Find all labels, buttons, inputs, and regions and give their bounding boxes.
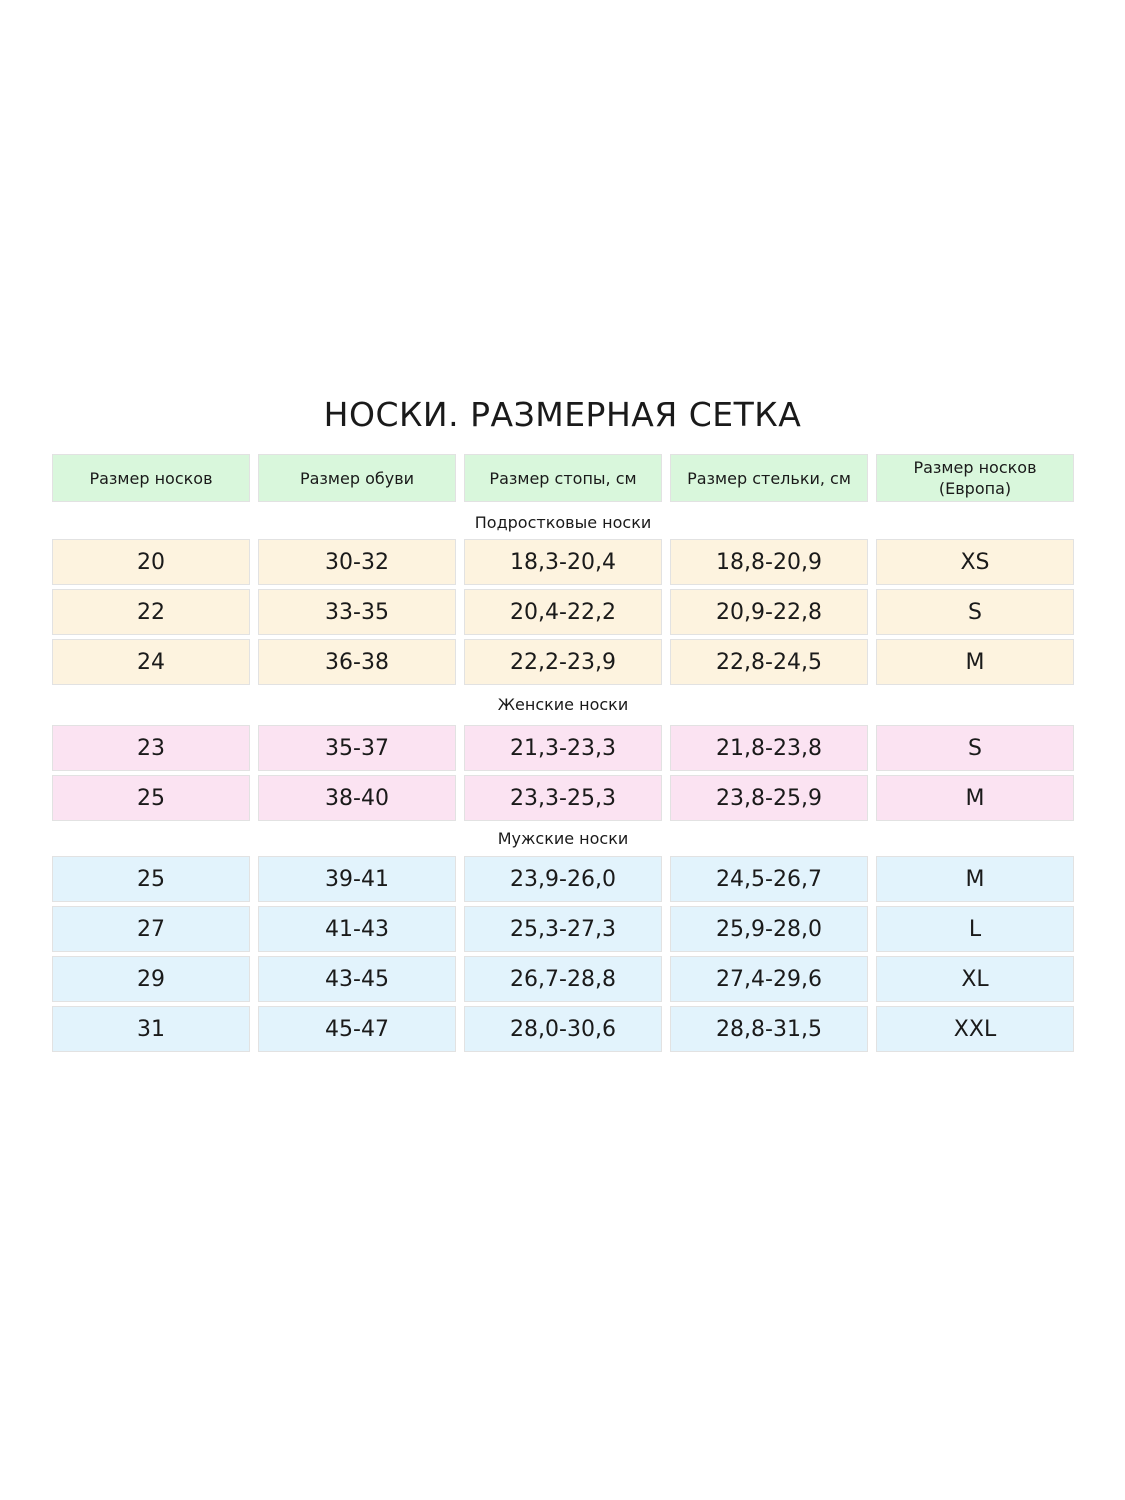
table-cell: 25,3-27,3 [464, 906, 662, 952]
table-cell: S [876, 725, 1074, 771]
section-label-teen: Подростковые носки [474, 513, 652, 532]
table-cell: S [876, 589, 1074, 635]
table-cell: 25,9-28,0 [670, 906, 868, 952]
table-cell: 22 [52, 589, 250, 635]
table-row [52, 539, 1074, 585]
table-row [52, 775, 1074, 821]
table-cell: 43-45 [258, 956, 456, 1002]
table-cell: 23,3-25,3 [464, 775, 662, 821]
table-cell: 18,3-20,4 [464, 539, 662, 585]
table-cell: 45-47 [258, 1006, 456, 1052]
table-cell: 38-40 [258, 775, 456, 821]
table-cell: XL [876, 956, 1074, 1002]
table-cell: 23,8-25,9 [670, 775, 868, 821]
section-label-women: Женские носки [497, 695, 629, 714]
table-cell: XS [876, 539, 1074, 585]
table-cell: 20,9-22,8 [670, 589, 868, 635]
table-cell: 28,8-31,5 [670, 1006, 868, 1052]
table-cell: 31 [52, 1006, 250, 1052]
table-cell: 36-38 [258, 639, 456, 685]
table-cell: 27 [52, 906, 250, 952]
table-cell: 27,4-29,6 [670, 956, 868, 1002]
table-cell: 21,8-23,8 [670, 725, 868, 771]
header-cell-insole-size: Размер стельки, см [670, 454, 868, 502]
table-row [52, 856, 1074, 902]
table-cell: 30-32 [258, 539, 456, 585]
section-label-men: Мужские носки [497, 829, 629, 848]
table-cell: 24,5-26,7 [670, 856, 868, 902]
header-cell-eu-size: Размер носков (Европа) [876, 454, 1074, 502]
table-header-row [52, 454, 1074, 502]
header-cell-sock-size: Размер носков [52, 454, 250, 502]
table-row [52, 956, 1074, 1002]
table-cell: 26,7-28,8 [464, 956, 662, 1002]
table-cell: 22,2-23,9 [464, 639, 662, 685]
table-cell: L [876, 906, 1074, 952]
table-cell: 41-43 [258, 906, 456, 952]
table-cell: 22,8-24,5 [670, 639, 868, 685]
table-row [52, 589, 1074, 635]
table-row [52, 1006, 1074, 1052]
table-cell: 33-35 [258, 589, 456, 635]
header-cell-foot-size: Размер стопы, см [464, 454, 662, 502]
table-cell: 28,0-30,6 [464, 1006, 662, 1052]
table-cell: 39-41 [258, 856, 456, 902]
table-cell: 35-37 [258, 725, 456, 771]
table-row [52, 906, 1074, 952]
table-cell: 23 [52, 725, 250, 771]
size-table [52, 454, 1074, 1052]
header-cell-shoe-size: Размер обуви [258, 454, 456, 502]
table-cell: M [876, 775, 1074, 821]
page-title: НОСКИ. РАЗМЕРНАЯ СЕТКА [323, 395, 802, 434]
table-cell: 23,9-26,0 [464, 856, 662, 902]
table-cell: 24 [52, 639, 250, 685]
table-cell: 29 [52, 956, 250, 1002]
table-row [52, 725, 1074, 771]
table-row [52, 639, 1074, 685]
table-cell: M [876, 639, 1074, 685]
table-cell: 21,3-23,3 [464, 725, 662, 771]
table-cell: 25 [52, 775, 250, 821]
table-cell: 20 [52, 539, 250, 585]
table-cell: 25 [52, 856, 250, 902]
table-cell: 20,4-22,2 [464, 589, 662, 635]
table-cell: M [876, 856, 1074, 902]
table-cell: XXL [876, 1006, 1074, 1052]
table-cell: 18,8-20,9 [670, 539, 868, 585]
